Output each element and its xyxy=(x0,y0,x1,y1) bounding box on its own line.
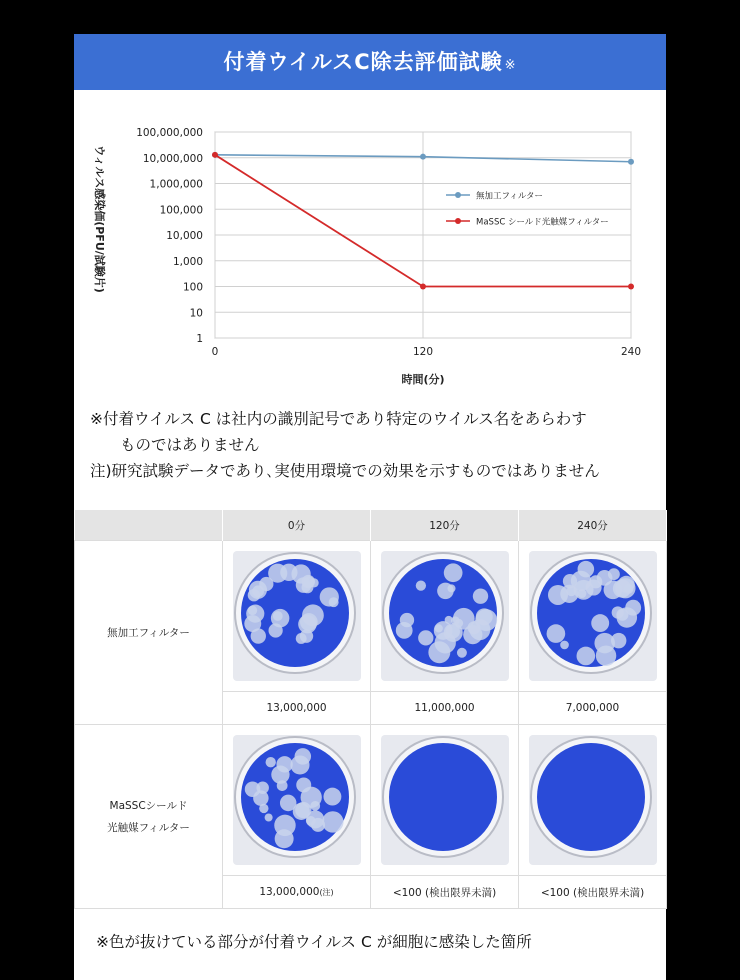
banner-title: 付着ウイルスC除去評価試験 xyxy=(223,50,503,74)
x-tick-label: 240 xyxy=(620,346,642,358)
culture-plate-image xyxy=(233,735,361,865)
chart-area xyxy=(74,124,666,424)
y-axis-label: ウィルス感染価(PFU/試験片) xyxy=(93,145,106,293)
value-cell: <100 (検出限界未満) xyxy=(371,876,519,909)
log-line-chart xyxy=(74,124,666,424)
plate-cell xyxy=(519,725,667,876)
row-label-massc-line2: 光触媒フィルター xyxy=(107,821,190,834)
note-line-3: 注)研究試験データであり､実使用環境での効果を示すものではありません xyxy=(90,462,600,480)
y-tick-label: 1 xyxy=(196,333,203,345)
plate-cell xyxy=(519,541,667,692)
content-card xyxy=(74,34,666,980)
y-tick-label: 100,000 xyxy=(159,204,203,217)
legend-label: 無加工フィルター xyxy=(476,191,543,202)
value-cell: 11,000,000 xyxy=(371,692,519,725)
banner-mark: ※ xyxy=(504,58,517,73)
table-row-untreated-images xyxy=(75,541,667,692)
x-axis-label: 時間(分) xyxy=(401,373,445,386)
culture-plate-image xyxy=(529,735,657,865)
value-cell xyxy=(223,876,371,909)
footnote: ※色が抜けている部分が付着ウイルス C が細胞に感染した箇所 xyxy=(96,933,532,951)
legend-marker xyxy=(455,218,461,224)
table-header-row xyxy=(75,510,667,541)
header-120min: 120分 xyxy=(371,510,519,541)
y-tick-label: 1,000 xyxy=(172,255,203,268)
y-tick-label: 100 xyxy=(182,281,203,294)
value-note: (注) xyxy=(319,888,334,897)
data-point xyxy=(212,152,218,158)
note-line-2: ものではありません xyxy=(120,436,260,454)
legend-label: MaSSC シールド光触媒フィルター xyxy=(476,217,609,228)
plate-cell xyxy=(371,541,519,692)
culture-plate-image xyxy=(381,551,509,681)
value-text: 13,000,000 xyxy=(259,886,320,898)
y-tick-label: 10 xyxy=(189,307,203,320)
value-cell: 7,000,000 xyxy=(519,692,667,725)
header-0min: 0分 xyxy=(223,510,371,541)
data-point xyxy=(420,284,426,290)
data-point xyxy=(628,159,634,165)
header-240min: 240分 xyxy=(519,510,667,541)
y-tick-label: 1,000,000 xyxy=(149,178,203,191)
header-empty xyxy=(75,510,223,541)
row-label-untreated-text: 無加工フィルター xyxy=(107,626,190,639)
y-tick-label: 10,000,000 xyxy=(142,152,203,165)
data-point xyxy=(420,154,426,160)
data-point xyxy=(628,284,634,290)
x-tick-label: 0 xyxy=(211,346,219,358)
results-table xyxy=(74,510,667,909)
culture-plate-image xyxy=(381,735,509,865)
value-cell: 13,000,000 xyxy=(223,692,371,725)
x-tick-label: 120 xyxy=(412,346,434,358)
culture-plate-image xyxy=(233,551,361,681)
row-label-untreated xyxy=(75,541,223,725)
y-tick-label: 100,000,000 xyxy=(136,127,203,139)
culture-plate-image xyxy=(529,551,657,681)
title-banner xyxy=(74,34,666,90)
note-line-1: ※付着ウイルス C は社内の識別記号であり特定のウイルス名をあらわす xyxy=(90,410,587,428)
legend-marker xyxy=(455,192,461,198)
plate-cell xyxy=(223,541,371,692)
y-tick-label: 10,000 xyxy=(166,230,203,242)
plate-cell xyxy=(223,725,371,876)
table-row-massc-images xyxy=(75,725,667,876)
notes xyxy=(90,406,660,484)
row-label-massc-line1: MaSSCシールド xyxy=(109,799,188,812)
value-cell: <100 (検出限界未満) xyxy=(519,876,667,909)
row-label-massc xyxy=(75,725,223,909)
plate-cell xyxy=(371,725,519,876)
